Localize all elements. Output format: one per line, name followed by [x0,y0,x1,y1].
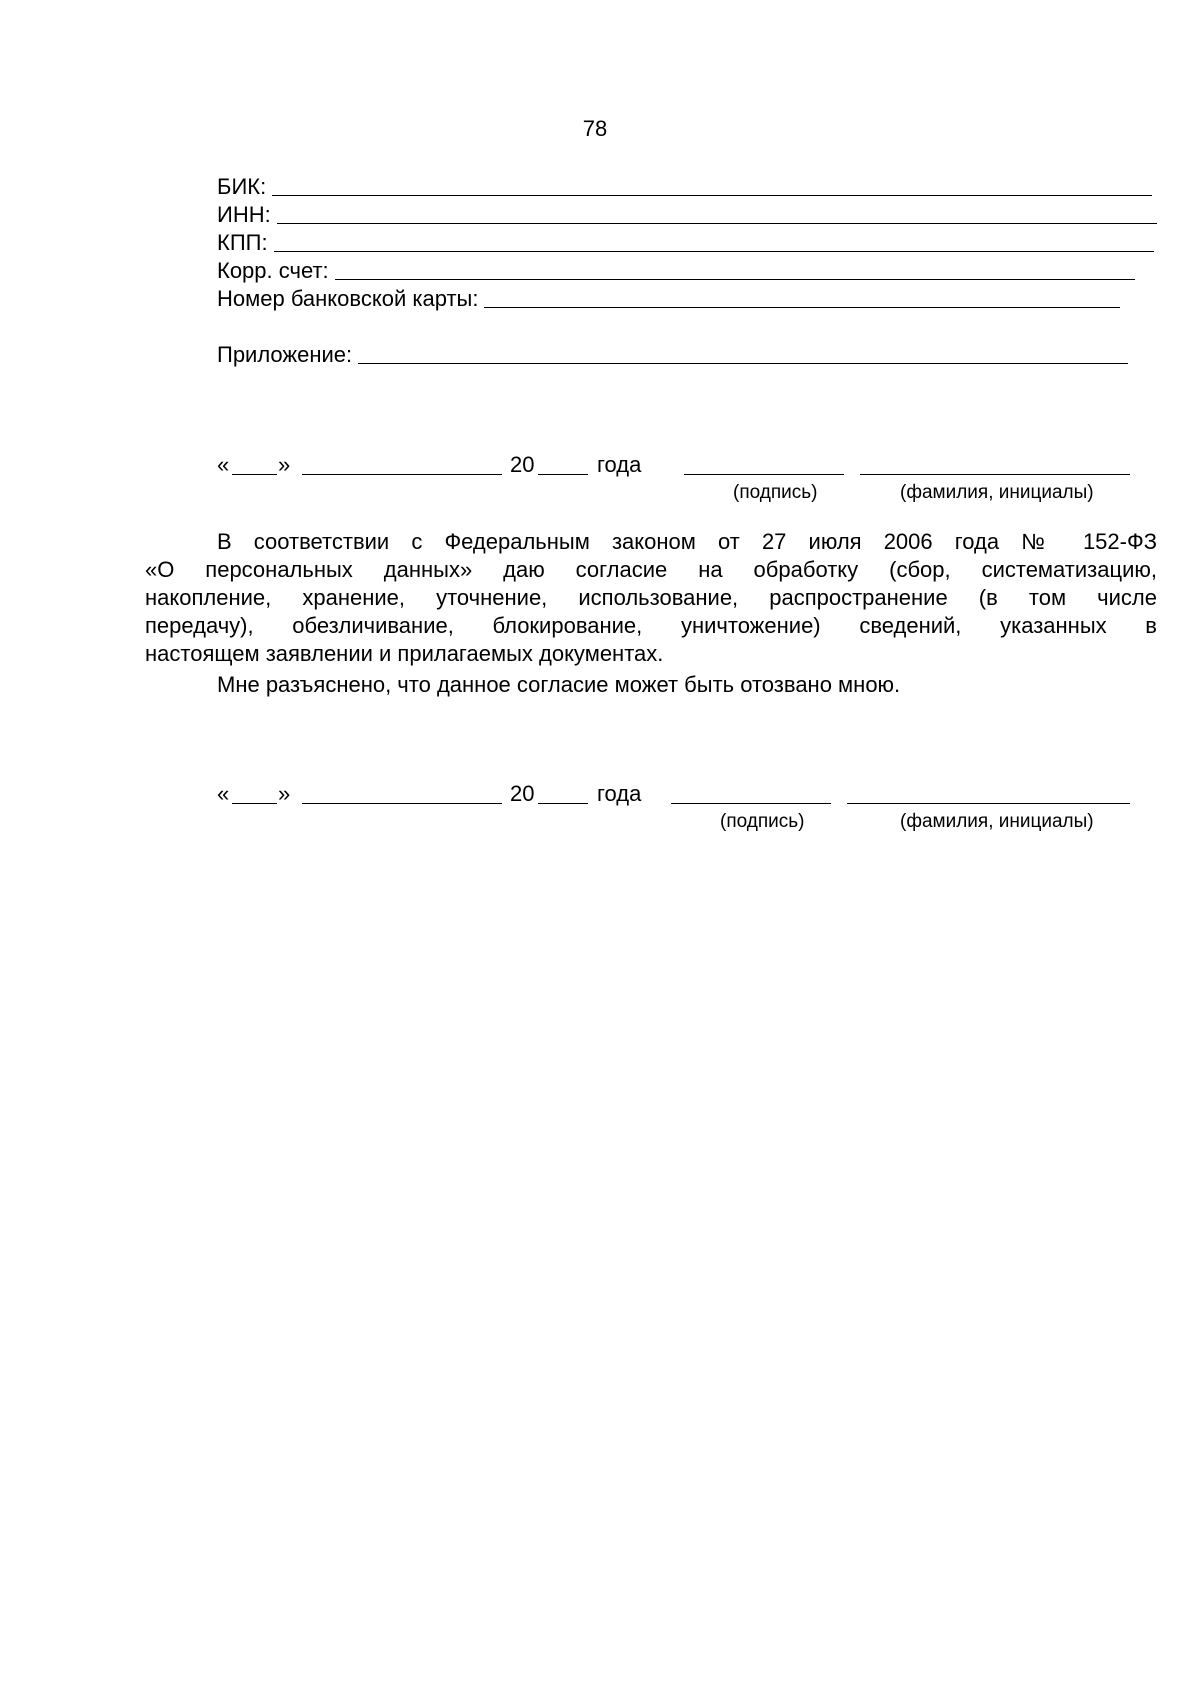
kpp-field [217,228,1154,256]
card-label: Номер банковской карты: [217,286,479,311]
year-word: года [597,452,642,477]
day-line[interactable] [232,474,277,475]
name-line[interactable] [847,803,1130,804]
bik-line[interactable] [272,195,1152,196]
attachment-field [217,340,1128,368]
consent-line: передачу), обезличивание, блокирование, уничтожение) сведений, указанных в [145,613,1157,638]
close-quote: » [278,452,291,477]
close-quote: » [278,781,291,806]
korr-field [217,256,1135,284]
month-line[interactable] [302,474,502,475]
consent-line: В соответствии с Федеральным законом от 27 июля 2006 года № 152-ФЗ [217,529,1157,554]
signature-caption: (подпись) [733,482,818,503]
consent-line: настоящем заявлении и прилагаемых документах. [145,641,664,666]
page-number: 78 [582,116,608,141]
open-quote: « [217,781,230,806]
signature-caption: (подпись) [720,811,805,832]
signature-line[interactable] [671,803,831,804]
name-line[interactable] [860,474,1130,475]
inn-field [217,200,1157,228]
year-prefix: 20 [510,781,535,806]
name-caption: (фамилия, инициалы) [900,482,1094,503]
kpp-label: КПП: [217,230,268,255]
consent-paragraph [145,528,1157,668]
inn-label: ИНН: [217,202,271,227]
korr-label: Корр. счет: [217,258,329,283]
card-line[interactable] [484,307,1120,308]
korr-line[interactable] [335,279,1135,280]
inn-line[interactable] [277,223,1157,224]
year-prefix: 20 [510,452,535,477]
day-line[interactable] [232,803,277,804]
kpp-line[interactable] [274,251,1154,252]
name-caption: (фамилия, инициалы) [900,811,1094,832]
revocation-text: Мне разъяснено, что данное согласие может быть отозвано мною. [217,672,901,697]
consent-line: «О персональных данных» даю согласие на обработку (сбор, систематизацию, [145,557,1157,582]
consent-line: накопление, хранение, уточнение, использование, распространение (в том числе [145,585,1157,610]
year-line[interactable] [538,474,588,475]
bik-field [217,172,1152,200]
year-word: года [597,781,642,806]
signature-line[interactable] [684,474,844,475]
open-quote: « [217,452,230,477]
card-field [217,284,1120,312]
bik-label: БИК: [217,174,267,199]
month-line[interactable] [302,803,502,804]
attachment-label: Приложение: [217,342,353,367]
year-line[interactable] [538,803,588,804]
attachment-line[interactable] [358,363,1128,364]
